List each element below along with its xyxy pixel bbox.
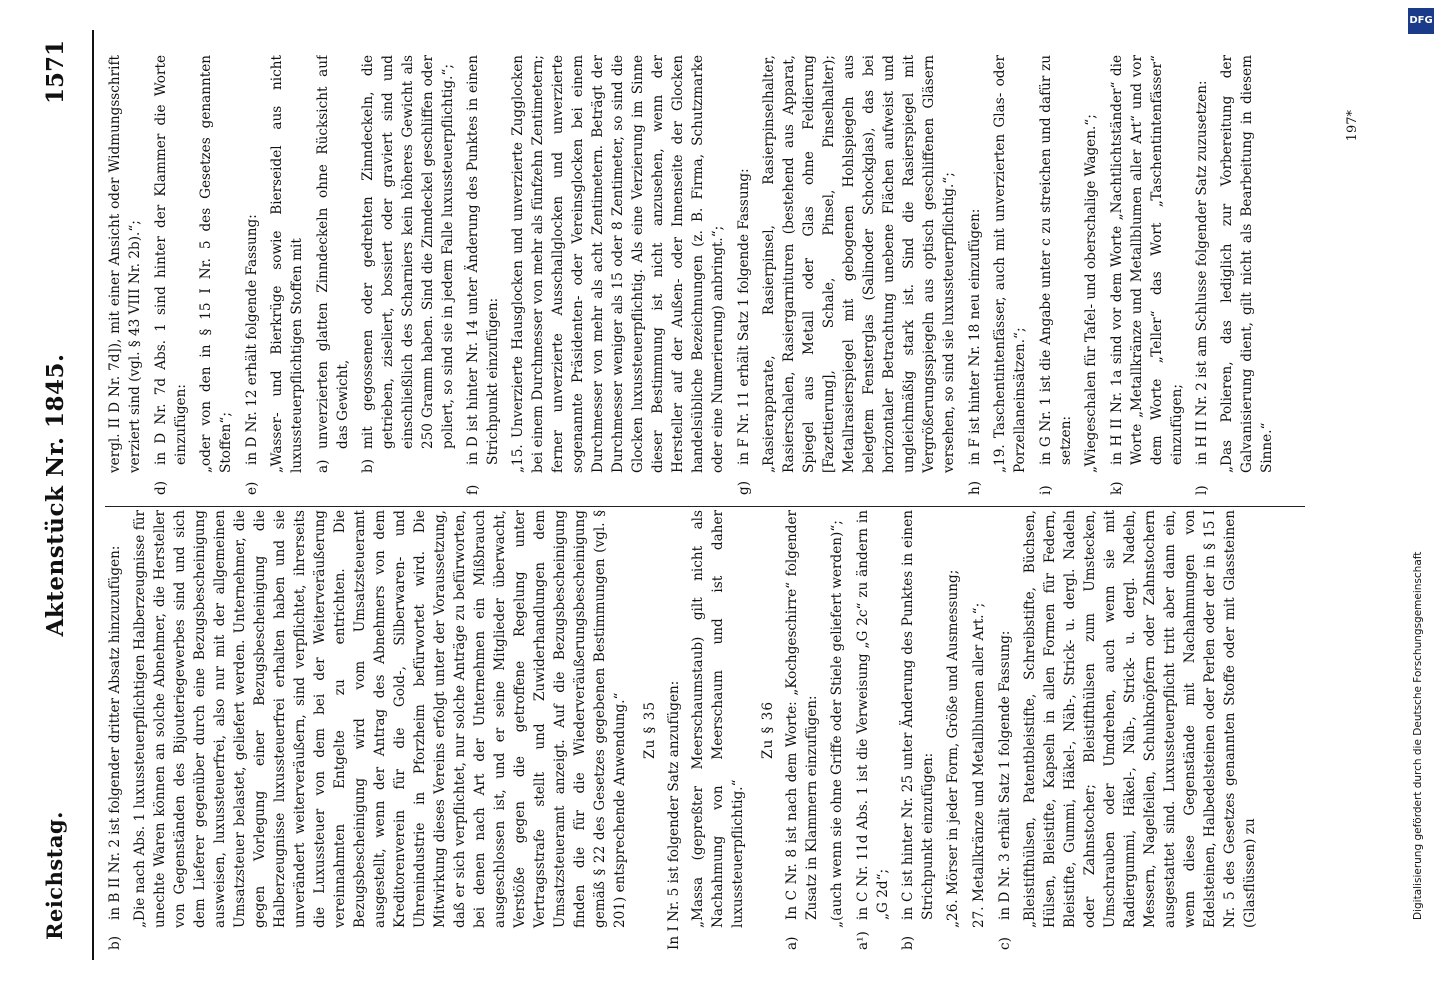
clause-h	[965, 55, 985, 495]
digitization-note-wrapper	[1412, 40, 1426, 920]
sub-marker: b)	[360, 458, 376, 473]
clause-marker: f)	[465, 484, 481, 495]
clause-quote: „Wiegeschalen für Tafel- und oberschalige Wagen.“;	[1083, 114, 1099, 473]
sub-clause-b	[358, 55, 458, 495]
dfg-logo: DFG	[1408, 8, 1434, 34]
clause-text: in D Nr. 12 erhält folgende Fassung:	[244, 214, 260, 465]
clause-marker: a)	[784, 936, 800, 950]
clause-quote: „Wasser- und Bierkrüge sowie Bierseidel aus nicht luxussteuerpflichtigen Stoffen mit	[269, 55, 305, 473]
clause-text: in H II Nr. 1a sind vor dem Worte „Nachtlichtständer“ die Worte „Metallkränze und Metallblumen aller Art“ und vor dem Worte „Teller“ das Wort „Taschentintenfässer“ einzufügen;	[1109, 55, 1185, 465]
digitization-note: Digitalisierung gefördert durch die Deutsche Forschungsgemeinschaft	[1412, 551, 1424, 920]
clause-d	[151, 55, 191, 495]
clause-quote: „Das Polieren, das lediglich zur Vorbereitung der Galvanisierung dient, gilt nicht als Bearbeitung in diesem Sinne.“	[1219, 55, 1275, 473]
clause-marker: e)	[244, 481, 260, 495]
clause-marker: b)	[107, 935, 123, 950]
clause-f	[463, 55, 503, 495]
clause-g	[734, 55, 754, 495]
page-number: 1571	[42, 40, 69, 105]
section-heading-35: Zu § 35	[642, 701, 658, 759]
page-header	[42, 30, 94, 960]
sub-text: mit gegossenen oder gedrehten Zinndeckeln, die getrieben, ziseliert, bossiert oder graviert sind und einschließlich des Scharniers kein höheres Gewicht als 250 Gramm haben. Sind die Zinndeckel geschliffen oder poliert, so sind sie in jedem Falle luxussteuerpflichtig.“;	[360, 55, 456, 449]
clause-b2	[898, 510, 938, 950]
clause-text: in D Nr. 7d Abs. 1 sind hinter der Klammer die Worte einzufügen:	[153, 55, 189, 465]
clause-text: in C ist hinter Nr. 25 unter Änderung des Punktes in einen Strichpunkt einzufügen:	[900, 510, 936, 920]
clause-quote-2: 27. Metallkränze und Metallblumen aller Art.“;	[971, 602, 987, 928]
clause-text: in H II Nr. 2 ist am Schlusse folgender Satz zuzusetzen:	[1194, 80, 1210, 465]
clause-marker: g)	[736, 480, 752, 495]
clause-text: in D Nr. 3 erhält Satz 1 folgende Fassung:	[997, 630, 1013, 920]
clause-e	[242, 55, 262, 495]
continued-text: vergl. II D Nr. 7d]), mit einer Ansicht oder Widmungsschrift verziert sind (vgl. § 43 VIII Nr. 2b).“;	[107, 55, 143, 473]
clause-marker: h)	[967, 480, 983, 495]
clause-quote: „15. Unverzierte Hausglocken und unverzierte Zugglocken bei einem Durchmesser von mehr als fünfzehn Zentimetern; ferner unverzierte Ausschallglocken und unverzierte sogenannte Präsidenten- oder Vereinsglocken bei einem Durchmesser von mehr als acht Zentimetern. Beträgt der Durchmesser weniger als 15 oder 8 Zentimeter, so sind die Glocken luxussteuerpflichtig. Als eine Verzierung im Sinne dieser Bestimmung ist nicht anzusehen, wenn der Hersteller auf der Außen- oder Innenseite der Glocken handelsübliche Bezeichnungen (z. B. Firma, Schutzmarke oder eine Numerierung) anbringt.“;	[510, 55, 726, 473]
clause-quote: „oder von den in § 15 I Nr. 5 des Gesetzes genannten Stoffen“;	[198, 55, 234, 473]
header-left: Reichstag.	[42, 811, 67, 940]
clause-marker: i)	[1038, 485, 1054, 495]
clause-marker: b)	[900, 935, 916, 950]
clause-text: in D ist hinter Nr. 14 unter Änderung des Punktes in einen Strichpunkt einzufügen:	[465, 55, 501, 465]
section-quote: „Massa (gepreßter Meerschaumstaub) gilt nicht als Nachahmung von Meerschaum und ist daher luxussteuerpflichtig.“	[690, 510, 746, 928]
clause-marker: l)	[1194, 485, 1210, 495]
clause-quote: „(auch wenn sie ohne Griffe oder Stiele geliefert werden)“;	[829, 520, 845, 928]
clause-marker: a¹)	[855, 931, 871, 950]
sub-marker: a)	[315, 459, 331, 473]
clause-quote: „26. Mörser in jeder Form, Größe und Ausmessung;	[945, 569, 961, 928]
clause-k	[1107, 55, 1187, 495]
clause-b	[105, 510, 125, 950]
clause-quote: „Rasierapparate, Rasierpinsel, Rasierpinselhalter, Rasierschalen, Rasiergarnituren (bestehend aus Apparat, Spiegel aus Metall oder Glas ohne Feldierung [Fazettierung], Schale, Pinsel, Pinselhalter); Metallrasierspiegel mit gebogenen Hohlspiegeln aus belegtem Fensterglas (Salinoder Schockglas), das bei horizontaler Betrachtung unebene Flächen aufweist und ungleichmäßig stark ist. Sind die Rasierspiegel mit Vergrößerungsspiegeln aus optisch geschliffenen Gläsern versehen, so sind sie luxussteuerpflichtig.“;	[761, 55, 957, 473]
clause-text: In C Nr. 8 ist nach dem Worte: „Kochgeschirre“ folgender Zusatz in Klammern einzufügen:	[784, 510, 820, 920]
clause-text: in F Nr. 11 erhält Satz 1 folgende Fassung:	[736, 168, 752, 465]
clause-a	[782, 510, 822, 950]
right-column	[105, 55, 1335, 495]
clause-c	[995, 510, 1015, 950]
clause-quote: „Bleistifthülsen, Patentbleistifte, Schreibstifte, Büchsen, Hülsen, Bleistifte, Kapseln in allen Formen für Federn, Bleistifte, Gummi, Häkel-, Näh-, Strick- u. dergl. Nadeln oder Zahnstocher; Bleistifthülsen zum Umstecken, Umschrauben oder Umdrehen, auch wenn sie mit Radiergummi, Häkel-, Näh-, Strick- u. dergl. Nadeln, Messern, Nagelfeilen, Schuhknöpfern oder Zahnstochern ausgestattet sind. Luxussteuerpflicht tritt aber dann ein, wenn diese Gegenstände mit Nachahmungen von Edelsteinen, Halbedelsteinen oder Perlen oder der in § 15 I Nr. 5 des Gesetzes genannten Stoffe oder mit Glassteinen (Glasflüssen) zu	[1022, 510, 1258, 928]
left-column	[105, 510, 1335, 950]
section-heading-36: Zu § 36	[760, 701, 776, 759]
clause-text: in F ist hinter Nr. 18 neu einzufügen:	[967, 208, 983, 465]
clause-l	[1192, 55, 1212, 495]
section-text: In I Nr. 5 ist folgender Satz anzufügen:	[666, 680, 682, 950]
clause-i	[1036, 55, 1076, 495]
sub-text: unverzierten glatten Zinndeckeln ohne Rücksicht auf das Gewicht,	[315, 55, 351, 449]
clause-marker: d)	[153, 480, 169, 495]
clause-text: in B II Nr. 2 ist folgender dritter Absatz hinzuzufügen:	[107, 545, 123, 920]
signature-mark: 197*	[1345, 110, 1360, 142]
clause-quote: „19. Taschentintenfässer, auch mit unverzierten Glas- oder Porzellaneinsätzen.“;	[992, 55, 1028, 473]
clause-text: in C Nr. 11d Abs. 1 ist die Verweisung „G 2c“ zu ändern in „G 2d“;	[855, 510, 891, 920]
clause-text: in G Nr. 1 ist die Angabe unter c zu streichen und dafür zu setzen:	[1038, 55, 1074, 465]
clause-a1	[853, 510, 893, 950]
clause-quote: „Die nach Abs. 1 luxussteuerpflichtigen Halberzeugnisse für unechte Waren können an solche Abnehmer, die Hersteller von Gegenständen des Bijouteriegewerbes sind und sich dem Lieferer gegenüber durch eine Bezugsbescheinigung ausweisen, luxussteuerfrei, also nur mit der allgemeinen Umsatzsteuer belastet, geliefert werden. Unternehmer, die gegen Vorlegung einer Bezugsbescheinigung die Halberzeugnisse luxussteuerfrei erhalten haben und sie unverändert weiterveräußern, sind verpflichtet, ihrerseits die Luxussteuer von dem bei der Weiterveräußerung vereinnahmten Entgelte zu entrichten. Die Bezugsbescheinigung wird vom Umsatzsteueramt ausgestellt, wenn der Antrag des Abnehmers von dem Kreditorenverein für die Gold-, Silberwaren- und Uhrenindustrie in Pforzheim befürwortet wird. Die Mitwirkung dieses Vereins erfolgt unter der Voraussetzung, daß er sich verpflichtet, nur solche Anträge zu befürworten, bei denen nach Art der Unternehmen ein Mißbrauch ausgeschlossen ist, und er seine Mitglieder überwacht, Verstöße gegen die getroffene Regelung unter Vertragsstrafe stellt und Zuwiderhandlungen dem Umsatzsteueramt anzeigt. Auf die Bezugsbescheinigung finden die für die Wiederveräußerungsbescheinigung gemäß § 22 des Gesetzes gegebenen Bestimmungen (vgl. § 201) entsprechende Anwendung.“	[132, 510, 628, 928]
sub-clause-a	[313, 55, 353, 495]
clause-marker: k)	[1109, 481, 1125, 495]
clause-marker: c)	[997, 937, 1013, 950]
column-divider	[105, 506, 1305, 507]
header-title: Aktenstück Nr. 1845.	[42, 353, 69, 637]
